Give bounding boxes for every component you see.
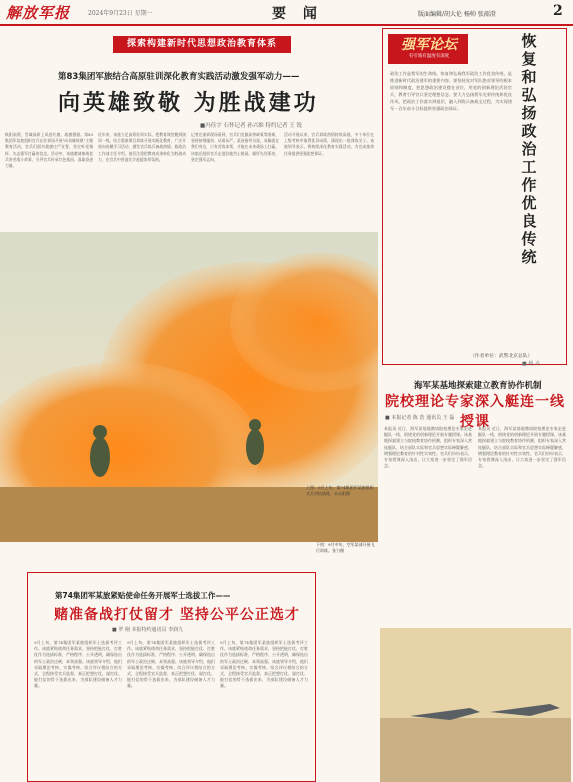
lead-column: 近年来，该旅立足高原驻训实际，把教育课堂搬到演训一线，结合重难课目训练开展实践化教育，广泛开展向英模学习活动，激发官兵练兵备战热情。旅政治工作部主任介绍，他们注重把教育成果转化为胜战动力，在官兵中营造比学赶超浓厚氛围。 [98,132,186,162]
lead-kicker: 第83集团军旅结合高原驻训深化教育实践活动激发强军动力—— [58,72,300,82]
lead-column: 秋阳高照，雪域高原上风卷红旗，战旗猎猎。第83集团军某旅组织官兵在驻训场开展"向英雄致敬"主题教育活动，官兵们面对战旗庄严宣誓，坚定听党指挥、矢志强军打赢的信念。活动中，该旅邀请参战老兵讲述战斗故事，引导官兵传承红色基因，汲取奋进力量。 [5,132,93,169]
right-story-kicker: 海军某基地探索建立教育协作机制 [414,381,542,391]
right-story-byline: ■ 本报记者 陈 浩 通讯员 王 磊 [385,415,455,421]
header-rule [0,24,573,26]
feature-byline: ■ 罗 刚 本报特约通讯员 李润九 [112,627,184,633]
lead-byline: ■冯佳宇 石怀记者 孙兴维 特约记者 王 锐 [200,123,302,129]
aircraft-photo-illustration [380,628,571,782]
right-story-text: 本报讯 近日，海军某基地邀请院校理论专家走进艇队一线，围绕党的创新理论开展专题授课。该基地探索建立与院校教育协作机制，组织专家深入营连艇队，结合部队实际和官兵思想实际释疑解惑，增强理论教育的针对性实效性。官兵们纷纷表示，专家授课深入浅出，让大家进一步坚定了强军信念。 [478,426,566,469]
feature-text: 9月上旬，第74集团军某旅组织军士选拔考评工作。该旅紧贴使命任务需求，坚持把能打仗、打胜仗作为选拔标准，严格程序、公开透明，确保选出的军士政治过硬、本领高强。该旅领导介绍，他们采取理论考核、实操考核、综合评议相结合的方式，全程接受官兵监督，真正把想打仗、谋打仗、能打仗的骨干选拔出来，为部队建设储备人才力量。 [34,640,122,689]
column-banner: 探索构建新时代思想政治教育体系 [113,36,291,53]
commentary-text: 政治工作是我军的生命线。恢复和弘扬我军政治工作优良传统，是推进新时代政治建军的重要内容。要坚持党对军队绝对领导的根本原则和制度，把思想政治建设摆在首位，用党的创新理论武装官兵，教育引导官兵坚定理想信念。要大力弘扬我军光荣传统和优良作风，把政治工作落实到基层，融入到练兵备战全过程，为实现建军一百年奋斗目标提供坚强政治保证。 [390,71,512,111]
aircraft-photo [380,628,571,782]
page-number: 2 [553,3,563,19]
issue-date: 2024年9月23日 星期一 [88,10,153,17]
page-editors: 版面编辑/胡大伦 杨帅 张韶澄 [418,11,496,18]
feature-kicker: 第74集团军某旅紧贴使命任务开展军士选拔工作—— [55,591,231,600]
commentary-badge-title: 强军论坛 [401,37,457,53]
commentary-badge-subtitle: 有引领有温度有深度 [408,54,450,59]
masthead: 解放军报 [6,4,71,22]
feature-text: 9月上旬，第74集团军某旅组织军士选拔考评工作。该旅紧贴使命任务需求，坚持把能打仗、打胜仗作为选拔标准，严格程序、公开透明，确保选出的军士政治过硬、本领高强。该旅领导介绍，他们采取理论考核、实操考核、综合评议相结合的方式，全程接受官兵监督，真正把想打仗、谋打仗、能打仗的骨干选拔出来，为部队建设储备人才力量。 [220,640,308,689]
commentary-title[interactable]: 恢复和弘扬政治工作优良传统 [521,32,537,266]
lead-headline[interactable]: 向英雄致敬 为胜战建功 [58,91,319,116]
small-photo-caption: 下图：9月中旬，空军某部开展飞行训练。张力摄 [316,542,375,553]
section-title: 要 闻 [272,6,323,22]
right-story-headline[interactable]: 院校理论专家深入艇连一线授课 [385,394,565,430]
main-photo-caption: 上图：9月上旬，第74集团军某旅组织实兵对抗演练。宋永阳摄 [306,485,374,496]
lead-column: 活动开展以来，官兵训练热情持续高涨，多个单位在上级考核中取得优异成绩，涌现出一批训练尖子。该旅领导表示，将持续深化教育实践活动，为完成使命任务提供坚强思想保证。 [284,132,374,156]
commentary-source: （作者单位：武警北京总队） [470,354,533,359]
right-story-text: 本报讯 近日，海军某基地邀请院校理论专家走进艇队一线，围绕党的创新理论开展专题授课。该基地探索建立与院校教育协作机制，组织专家深入营连艇队，结合部队实际和官兵思想实际释疑解惑，增强理论教育的针对性实效性。官兵们纷纷表示，专家授课深入浅出，让大家进一步坚定了强军信念。 [384,426,472,469]
commentary-author: ■ 杨 卉 [522,361,540,367]
feature-headline[interactable]: 赌准备战打仗留才 坚持公平公正选才 [54,607,300,623]
lead-column: 记者在演训现场看到，官兵们克服高寒缺氧等困难，坚持按纲施训、从难从严。某连指导员说，英雄就在我们身边，只有苦练本领，才能在未来战场上打赢。该旅还组织官兵走进驻地烈士陵园，缅怀先烈事迹，坚定强军志向。 [191,132,279,162]
feature-text: 9月上旬，第74集团军某旅组织军士选拔考评工作。该旅紧贴使命任务需求，坚持把能打仗、打胜仗作为选拔标准，严格程序、公开透明，确保选出的军士政治过硬、本领高强。该旅领导介绍，他们采取理论考核、实操考核、综合评议相结合的方式，全程接受官兵监督，真正把想打仗、谋打仗、能打仗的骨干选拔出来，为部队建设储备人才力量。 [127,640,215,689]
